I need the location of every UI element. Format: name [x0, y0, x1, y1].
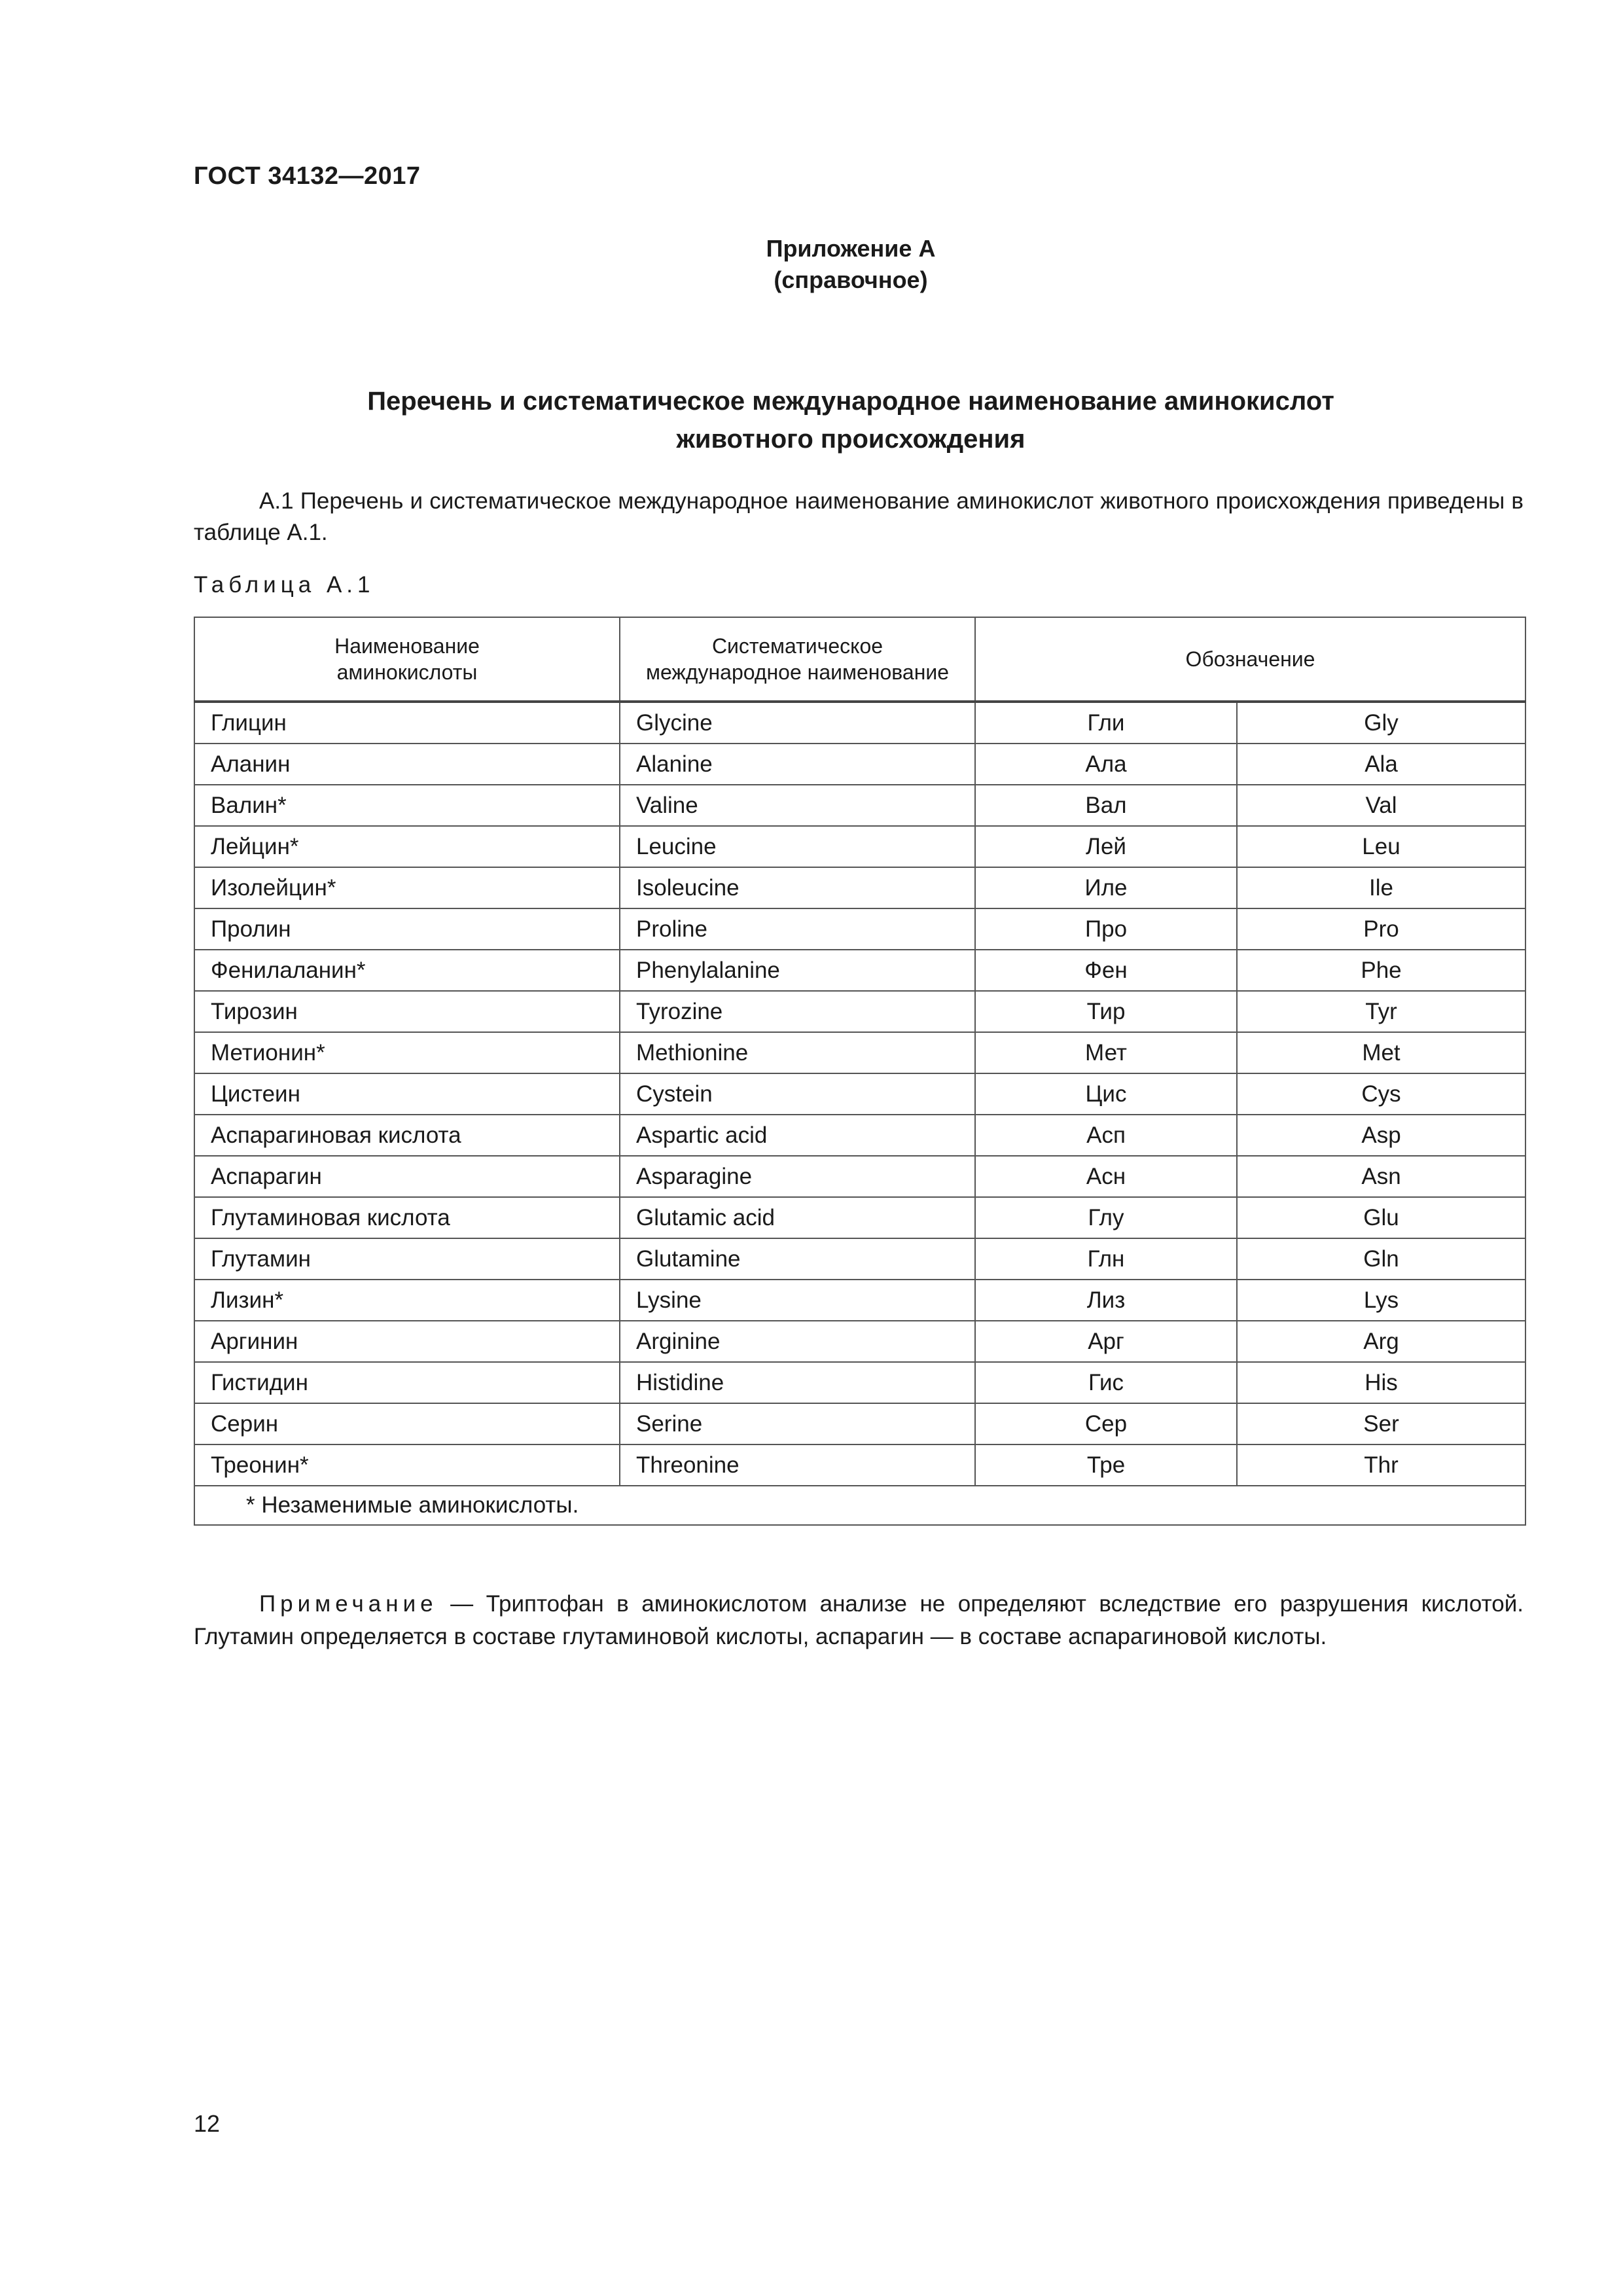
- cell-name: Аланин: [194, 744, 620, 785]
- cell-abbr-ru: Про: [975, 908, 1237, 950]
- cell-abbr-ru: Лиз: [975, 1280, 1237, 1321]
- cell-abbr-ru: Мет: [975, 1032, 1237, 1073]
- appendix-title: Приложение А: [766, 235, 936, 262]
- cell-name: Изолейцин*: [194, 867, 620, 908]
- table-row: [194, 1321, 1525, 1362]
- table-row: [194, 950, 1525, 991]
- cell-abbr-en: Ser: [1237, 1403, 1525, 1444]
- cell-name: Лизин*: [194, 1280, 620, 1321]
- page-number: 12: [194, 2110, 221, 2137]
- document-code: ГОСТ 34132—2017: [194, 162, 421, 190]
- table-row: [194, 1280, 1525, 1321]
- cell-abbr-en: Leu: [1237, 826, 1525, 867]
- table-row: [194, 826, 1525, 867]
- cell-name: Гистидин: [194, 1362, 620, 1403]
- header-name: Наименование аминокислоты: [194, 617, 620, 702]
- cell-abbr-en: Lys: [1237, 1280, 1525, 1321]
- table-row: [194, 785, 1525, 826]
- cell-abbr-en: Ala: [1237, 744, 1525, 785]
- table-row: [194, 991, 1525, 1032]
- cell-intl: Serine: [620, 1403, 975, 1444]
- appendix-type: (справочное): [774, 266, 928, 293]
- cell-abbr-en: Arg: [1237, 1321, 1525, 1362]
- cell-abbr-ru: Асп: [975, 1115, 1237, 1156]
- cell-abbr-en: Val: [1237, 785, 1525, 826]
- cell-intl: Alanine: [620, 744, 975, 785]
- paragraph-a1: [194, 486, 1524, 548]
- table-caption: Таблица А.1: [194, 572, 375, 598]
- cell-name: Аспарагиновая кислота: [194, 1115, 620, 1156]
- table-row: [194, 744, 1525, 785]
- amino-acids-table: [194, 617, 1526, 1526]
- cell-intl: Glycine: [620, 702, 975, 744]
- cell-intl: Glutamic acid: [620, 1197, 975, 1238]
- cell-name: Аспарагин: [194, 1156, 620, 1197]
- table-header-row: [194, 617, 1525, 702]
- table-row: [194, 1156, 1525, 1197]
- cell-name: Глутамин: [194, 1238, 620, 1280]
- cell-name: Серин: [194, 1403, 620, 1444]
- cell-abbr-en: Cys: [1237, 1073, 1525, 1115]
- cell-abbr-ru: Цис: [975, 1073, 1237, 1115]
- cell-intl: Isoleucine: [620, 867, 975, 908]
- table-row: [194, 1073, 1525, 1115]
- cell-name: Лейцин*: [194, 826, 620, 867]
- cell-name: Пролин: [194, 908, 620, 950]
- section-title-line2: животного происхождения: [676, 425, 1026, 454]
- table-row: [194, 908, 1525, 950]
- cell-abbr-en: Phe: [1237, 950, 1525, 991]
- cell-abbr-ru: Тир: [975, 991, 1237, 1032]
- section-title-line1: Перечень и систематическое международное наименование аминокислот: [367, 387, 1334, 416]
- cell-abbr-en: Pro: [1237, 908, 1525, 950]
- table-row: [194, 1197, 1525, 1238]
- cell-name: Цистеин: [194, 1073, 620, 1115]
- cell-abbr-ru: Гис: [975, 1362, 1237, 1403]
- cell-intl: Tyrozine: [620, 991, 975, 1032]
- table-row: [194, 1362, 1525, 1403]
- cell-abbr-ru: Асн: [975, 1156, 1237, 1197]
- table-row: [194, 867, 1525, 908]
- cell-intl: Glutamine: [620, 1238, 975, 1280]
- cell-abbr-en: Asp: [1237, 1115, 1525, 1156]
- cell-intl: Threonine: [620, 1444, 975, 1486]
- table-footnote-row: [194, 1486, 1525, 1525]
- cell-abbr-ru: Тре: [975, 1444, 1237, 1486]
- header-designation: Обозначение: [975, 617, 1525, 702]
- note-text: — Триптофан в аминокислотом анализе не определяют вследствие его разрушения кислотой. Глутамин определяется в составе глутаминовой кислоты, аспарагин — в составе аспарагиновой кислоты.: [194, 1591, 1524, 1649]
- cell-name: Глутаминовая кислота: [194, 1197, 620, 1238]
- cell-abbr-ru: Глн: [975, 1238, 1237, 1280]
- cell-intl: Valine: [620, 785, 975, 826]
- cell-name: Аргинин: [194, 1321, 620, 1362]
- cell-abbr-en: Ile: [1237, 867, 1525, 908]
- cell-name: Глицин: [194, 702, 620, 744]
- table-row: [194, 1444, 1525, 1486]
- cell-abbr-en: Tyr: [1237, 991, 1525, 1032]
- cell-abbr-ru: Вал: [975, 785, 1237, 826]
- cell-intl: Asparagine: [620, 1156, 975, 1197]
- table-row: [194, 1403, 1525, 1444]
- cell-intl: Proline: [620, 908, 975, 950]
- note: [194, 1588, 1524, 1653]
- table-row: [194, 702, 1525, 744]
- cell-intl: Cystein: [620, 1073, 975, 1115]
- note-label: Примечание: [259, 1591, 438, 1617]
- cell-name: Метионин*: [194, 1032, 620, 1073]
- cell-name: Фенилаланин*: [194, 950, 620, 991]
- cell-intl: Histidine: [620, 1362, 975, 1403]
- cell-abbr-en: Gly: [1237, 702, 1525, 744]
- cell-abbr-ru: Арг: [975, 1321, 1237, 1362]
- cell-intl: Arginine: [620, 1321, 975, 1362]
- cell-intl: Aspartic acid: [620, 1115, 975, 1156]
- header-international: Систематическое международное наименование: [620, 617, 975, 702]
- table-row: [194, 1032, 1525, 1073]
- table-row: [194, 1238, 1525, 1280]
- cell-abbr-en: Met: [1237, 1032, 1525, 1073]
- cell-abbr-en: Gln: [1237, 1238, 1525, 1280]
- cell-name: Валин*: [194, 785, 620, 826]
- cell-abbr-ru: Глу: [975, 1197, 1237, 1238]
- paragraph-a1-text: А.1 Перечень и систематическое международное наименование аминокислот животного происхождения приведены в таблице А.1.: [194, 488, 1524, 545]
- cell-abbr-ru: Гли: [975, 702, 1237, 744]
- table-body: [194, 702, 1525, 1525]
- cell-abbr-en: Thr: [1237, 1444, 1525, 1486]
- table-row: [194, 1115, 1525, 1156]
- cell-abbr-ru: Лей: [975, 826, 1237, 867]
- cell-abbr-ru: Фен: [975, 950, 1237, 991]
- cell-intl: Phenylalanine: [620, 950, 975, 991]
- cell-abbr-en: Asn: [1237, 1156, 1525, 1197]
- cell-intl: Lysine: [620, 1280, 975, 1321]
- cell-intl: Leucine: [620, 826, 975, 867]
- cell-intl: Methionine: [620, 1032, 975, 1073]
- cell-abbr-en: His: [1237, 1362, 1525, 1403]
- cell-name: Треонин*: [194, 1444, 620, 1486]
- cell-abbr-en: Glu: [1237, 1197, 1525, 1238]
- cell-abbr-ru: Сер: [975, 1403, 1237, 1444]
- cell-abbr-ru: Иле: [975, 867, 1237, 908]
- cell-abbr-ru: Ала: [975, 744, 1237, 785]
- table-footnote: * Незаменимые аминокислоты.: [194, 1486, 1525, 1525]
- cell-name: Тирозин: [194, 991, 620, 1032]
